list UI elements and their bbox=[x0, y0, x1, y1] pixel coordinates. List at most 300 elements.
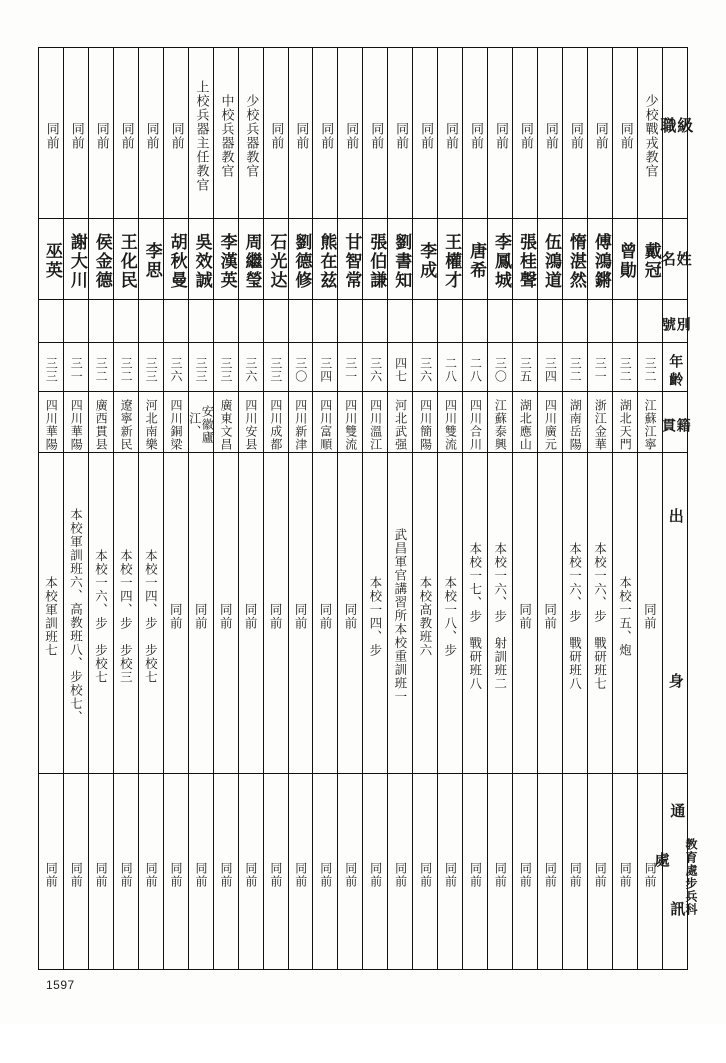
communication-text: 同前 bbox=[518, 861, 533, 888]
cell-name bbox=[513, 219, 538, 300]
cell-education bbox=[63, 453, 88, 774]
communication-text: 同前 bbox=[218, 861, 233, 888]
cell-education bbox=[488, 453, 513, 774]
education-text: 本校一六、步 戰研班七 bbox=[592, 541, 608, 691]
communication-text: 同前 bbox=[293, 861, 308, 888]
age-text: 三〇 bbox=[493, 357, 508, 383]
cell-age bbox=[39, 343, 64, 392]
row-rank bbox=[39, 48, 688, 219]
origin-text: 四川廣元 bbox=[543, 398, 558, 451]
age-text: 三一 bbox=[593, 357, 608, 383]
cell-age bbox=[438, 343, 463, 392]
cell-communication bbox=[563, 774, 588, 970]
column-header-origin-text: 籍 貫 bbox=[659, 418, 691, 454]
cell-name bbox=[363, 219, 388, 300]
cell-rank bbox=[488, 48, 513, 219]
cell-name bbox=[438, 219, 463, 300]
origin-text: 四川雙流 bbox=[443, 398, 458, 451]
age-text: 三二 bbox=[618, 357, 633, 383]
cell-education bbox=[538, 453, 563, 774]
rank-text: 同前 bbox=[617, 122, 633, 150]
column-header-name bbox=[658, 219, 693, 305]
column-header-communication bbox=[652, 774, 698, 999]
cell-alias bbox=[63, 300, 88, 343]
column-header-rank-text: 級 職 bbox=[657, 117, 694, 243]
cell-age bbox=[188, 343, 213, 392]
origin-text: 湖北應山 bbox=[518, 398, 533, 451]
cell-education bbox=[587, 453, 612, 774]
age-text: 三二 bbox=[643, 357, 658, 383]
cell-rank bbox=[238, 48, 263, 219]
cell-communication bbox=[363, 774, 388, 970]
education-text: 本校高教班六 bbox=[417, 575, 433, 657]
rank-text: 同前 bbox=[517, 122, 533, 150]
cell-age bbox=[587, 343, 612, 392]
education-text: 同前 bbox=[293, 602, 309, 630]
cell-alias bbox=[163, 300, 188, 343]
cell-alias bbox=[39, 300, 64, 343]
age-text: 三一 bbox=[343, 357, 358, 383]
cell-communication bbox=[313, 774, 338, 970]
cell-origin bbox=[263, 392, 288, 453]
name-text: 李成 bbox=[416, 242, 437, 280]
column-header-communication-sub: 教育處步兵科 bbox=[683, 837, 698, 916]
name-text: 李鳳城 bbox=[491, 232, 512, 290]
origin-text: 廣西貫县 bbox=[94, 398, 109, 451]
rank-text: 同前 bbox=[293, 122, 309, 150]
origin-text: 湖北天門 bbox=[618, 398, 633, 451]
cell-communication bbox=[63, 774, 88, 970]
cell-communication bbox=[463, 774, 488, 970]
column-header-education bbox=[662, 453, 687, 774]
cell-alias bbox=[488, 300, 513, 343]
cell-age bbox=[513, 343, 538, 392]
rank-text: 少校戰戎教官 bbox=[642, 94, 658, 178]
age-text: 二八 bbox=[468, 357, 483, 383]
cell-alias bbox=[238, 300, 263, 343]
origin-text: 四川簡陽 bbox=[418, 398, 433, 451]
rank-text: 同前 bbox=[393, 122, 409, 150]
origin-text: 四川溫江 bbox=[368, 398, 383, 451]
origin-text: 四川富順 bbox=[318, 398, 333, 451]
cell-rank bbox=[413, 48, 438, 219]
name-text: 劉德修 bbox=[291, 232, 312, 290]
column-header-education-text: 出 身 bbox=[666, 508, 685, 728]
cell-communication bbox=[612, 774, 637, 970]
cell-education bbox=[263, 453, 288, 774]
cell-alias bbox=[113, 300, 138, 343]
cell-communication bbox=[263, 774, 288, 970]
rank-text: 同前 bbox=[542, 122, 558, 150]
cell-origin bbox=[163, 392, 188, 453]
name-text: 謝大川 bbox=[66, 232, 87, 290]
cell-name bbox=[188, 219, 213, 300]
cell-communication bbox=[213, 774, 238, 970]
cell-alias bbox=[563, 300, 588, 343]
cell-origin bbox=[388, 392, 413, 453]
cell-rank bbox=[538, 48, 563, 219]
cell-communication bbox=[39, 774, 64, 970]
age-text: 三六 bbox=[169, 357, 184, 383]
age-text: 三四 bbox=[318, 357, 333, 383]
education-text: 本校一五、炮 bbox=[617, 575, 633, 657]
cell-name bbox=[288, 219, 313, 300]
cell-rank bbox=[213, 48, 238, 219]
column-header-age bbox=[662, 343, 687, 392]
cell-education bbox=[513, 453, 538, 774]
name-text: 李漢英 bbox=[216, 232, 237, 290]
cell-rank bbox=[138, 48, 163, 219]
education-text: 同前 bbox=[642, 602, 658, 630]
cell-education bbox=[338, 453, 363, 774]
cell-name bbox=[263, 219, 288, 300]
cell-rank bbox=[513, 48, 538, 219]
name-text: 王權才 bbox=[441, 232, 462, 290]
cell-education bbox=[238, 453, 263, 774]
rank-text: 同前 bbox=[468, 122, 483, 150]
age-text: 三三 bbox=[268, 357, 283, 383]
cell-name bbox=[538, 219, 563, 300]
age-text: 三二 bbox=[568, 357, 583, 383]
column-header-rank bbox=[657, 48, 694, 243]
communication-text: 同前 bbox=[69, 861, 84, 888]
cell-alias bbox=[363, 300, 388, 343]
cell-origin bbox=[438, 392, 463, 453]
age-text: 三六 bbox=[368, 357, 383, 383]
origin-text: 四川華陽 bbox=[44, 398, 59, 451]
communication-text: 同前 bbox=[368, 861, 383, 888]
cell-rank bbox=[563, 48, 588, 219]
name-text: 甘智常 bbox=[341, 232, 362, 290]
cell-age bbox=[338, 343, 363, 392]
cell-origin bbox=[39, 392, 64, 453]
cell-name bbox=[338, 219, 363, 300]
cell-origin bbox=[513, 392, 538, 453]
cell-alias bbox=[288, 300, 313, 343]
communication-text: 同前 bbox=[468, 861, 483, 888]
age-text: 二八 bbox=[443, 357, 458, 383]
education-text: 本校一六、步 步校七 bbox=[93, 548, 109, 684]
cell-origin bbox=[612, 392, 637, 453]
cell-rank bbox=[338, 48, 363, 219]
cell-name bbox=[39, 219, 64, 300]
name-text: 傅鴻鏘 bbox=[590, 232, 611, 290]
cell-age bbox=[63, 343, 88, 392]
column-header-origin bbox=[659, 392, 691, 454]
cell-education bbox=[288, 453, 313, 774]
communication-text: 同前 bbox=[119, 861, 134, 888]
education-text: 同前 bbox=[268, 602, 284, 630]
cell-name bbox=[313, 219, 338, 300]
cell-age bbox=[488, 343, 513, 392]
education-text: 本校一七、步 戰研班八 bbox=[467, 541, 483, 691]
communication-text: 同前 bbox=[268, 861, 283, 888]
cell-origin bbox=[637, 392, 662, 453]
cell-alias bbox=[313, 300, 338, 343]
cell-rank bbox=[163, 48, 188, 219]
cell-education bbox=[637, 453, 662, 774]
name-text: 吳效誠 bbox=[191, 232, 212, 290]
cell-communication bbox=[88, 774, 113, 970]
cell-alias bbox=[463, 300, 488, 343]
age-text: 三五 bbox=[518, 357, 533, 383]
cell-communication bbox=[488, 774, 513, 970]
cell-name bbox=[88, 219, 113, 300]
rank-text: 同前 bbox=[343, 122, 359, 150]
column-header-name-text: 姓 名 bbox=[658, 250, 693, 305]
cell-origin bbox=[338, 392, 363, 453]
cell-age bbox=[563, 343, 588, 392]
cell-alias bbox=[188, 300, 213, 343]
cell-name bbox=[163, 219, 188, 300]
communication-text: 同前 bbox=[144, 861, 159, 888]
age-text: 三三 bbox=[144, 357, 159, 383]
cell-origin bbox=[563, 392, 588, 453]
name-text: 巫英 bbox=[41, 242, 62, 280]
cell-origin bbox=[113, 392, 138, 453]
communication-text: 同前 bbox=[393, 861, 408, 888]
origin-text: 四川華陽 bbox=[69, 398, 84, 451]
cell-rank bbox=[463, 48, 488, 219]
cell-alias bbox=[138, 300, 163, 343]
cell-age bbox=[263, 343, 288, 392]
rank-text: 同前 bbox=[368, 122, 384, 150]
name-text: 伍鴻道 bbox=[540, 232, 561, 290]
origin-text: 四川安县 bbox=[243, 398, 258, 451]
communication-text: 同前 bbox=[568, 861, 583, 888]
rank-text: 同前 bbox=[592, 122, 608, 150]
cell-name bbox=[63, 219, 88, 300]
column-header-alias-text: 別號 bbox=[659, 317, 691, 335]
row-origin bbox=[39, 392, 688, 453]
cell-origin bbox=[488, 392, 513, 453]
origin-text: 河北武强 bbox=[393, 398, 408, 451]
education-text: 同前 bbox=[517, 602, 533, 630]
education-text: 同前 bbox=[342, 602, 358, 630]
cell-education bbox=[438, 453, 463, 774]
cell-education bbox=[313, 453, 338, 774]
cell-age bbox=[138, 343, 163, 392]
cell-rank bbox=[113, 48, 138, 219]
cell-name bbox=[113, 219, 138, 300]
education-text: 同前 bbox=[193, 602, 209, 630]
cell-alias bbox=[538, 300, 563, 343]
name-text: 張桂聲 bbox=[516, 232, 536, 290]
row-alias bbox=[39, 300, 688, 343]
cell-name bbox=[463, 219, 488, 300]
cell-origin bbox=[538, 392, 563, 453]
cell-origin bbox=[587, 392, 612, 453]
cell-alias bbox=[637, 300, 662, 343]
column-header-communication-text: 通 訊 處 bbox=[652, 803, 687, 999]
education-text: 本校一四、步 步校七 bbox=[143, 548, 159, 684]
column-header-age-text: 年齡 bbox=[667, 354, 684, 390]
cell-education bbox=[612, 453, 637, 774]
cell-origin bbox=[138, 392, 163, 453]
cell-education bbox=[563, 453, 588, 774]
cell-name bbox=[563, 219, 588, 300]
cell-communication bbox=[138, 774, 163, 970]
name-text: 石光达 bbox=[266, 232, 287, 290]
cell-rank bbox=[288, 48, 313, 219]
cell-alias bbox=[612, 300, 637, 343]
cell-alias bbox=[438, 300, 463, 343]
age-text: 三四 bbox=[543, 357, 558, 383]
communication-text: 同前 bbox=[193, 861, 208, 888]
education-text: 本校軍訓班七 bbox=[43, 575, 59, 657]
cell-origin bbox=[288, 392, 313, 453]
education-text: 本校一六、步 射訓班二 bbox=[492, 541, 508, 691]
row-education bbox=[39, 453, 688, 774]
cell-communication bbox=[188, 774, 213, 970]
origin-text: 四川銅梁 bbox=[169, 398, 184, 451]
origin-text: 四川合川 bbox=[468, 398, 483, 451]
origin-text: 四川新津 bbox=[293, 398, 308, 451]
cell-rank bbox=[63, 48, 88, 219]
origin-text: 浙江金華 bbox=[593, 398, 608, 451]
cell-age bbox=[113, 343, 138, 392]
cell-alias bbox=[388, 300, 413, 343]
cell-education bbox=[113, 453, 138, 774]
education-text: 同前 bbox=[168, 602, 184, 630]
cell-age bbox=[463, 343, 488, 392]
cell-age bbox=[538, 343, 563, 392]
name-text: 戴冠 bbox=[640, 242, 661, 280]
cell-origin bbox=[363, 392, 388, 453]
cell-alias bbox=[213, 300, 238, 343]
cell-alias bbox=[413, 300, 438, 343]
age-text: 三三 bbox=[218, 357, 233, 383]
name-text: 劉書知 bbox=[391, 232, 412, 290]
cell-communication bbox=[288, 774, 313, 970]
age-text: 三三 bbox=[44, 357, 59, 383]
origin-text: 河北南樂 bbox=[144, 398, 159, 451]
education-text: 本校一八、步 bbox=[442, 575, 458, 657]
origin-text: 廣東文昌 bbox=[218, 398, 233, 451]
cell-education bbox=[39, 453, 64, 774]
name-text: 唐希 bbox=[466, 242, 487, 280]
cell-age bbox=[637, 343, 662, 392]
row-communication bbox=[39, 774, 688, 970]
education-text: 本校一四、步 步校三 bbox=[118, 548, 134, 684]
column-header-alias bbox=[659, 300, 691, 343]
cell-rank bbox=[313, 48, 338, 219]
rank-text: 上校兵器主任教官 bbox=[193, 80, 209, 192]
cell-rank bbox=[188, 48, 213, 219]
cell-age bbox=[612, 343, 637, 392]
age-text: 四七 bbox=[393, 357, 408, 383]
row-name bbox=[39, 219, 688, 300]
cell-age bbox=[163, 343, 188, 392]
name-text: 曾勛 bbox=[615, 242, 636, 280]
rank-text: 同前 bbox=[418, 122, 434, 150]
rank-text: 同前 bbox=[567, 122, 583, 150]
cell-name bbox=[213, 219, 238, 300]
page-number: 1597 bbox=[46, 978, 75, 992]
rank-text: 同前 bbox=[492, 122, 508, 150]
communication-text: 同前 bbox=[543, 861, 558, 888]
origin-text: 湖南岳陽 bbox=[568, 398, 583, 451]
origin-text: 四川雙流 bbox=[343, 398, 358, 451]
cell-age bbox=[288, 343, 313, 392]
education-text: 同前 bbox=[243, 602, 259, 630]
cell-communication bbox=[163, 774, 188, 970]
cell-rank bbox=[39, 48, 64, 219]
name-text: 李思 bbox=[141, 242, 162, 280]
age-text: 三六 bbox=[243, 357, 258, 383]
cell-rank bbox=[88, 48, 113, 219]
cell-alias bbox=[88, 300, 113, 343]
cell-education bbox=[463, 453, 488, 774]
cell-education bbox=[363, 453, 388, 774]
rank-text: 同前 bbox=[143, 122, 159, 150]
cell-age bbox=[238, 343, 263, 392]
origin-text: 江蘇江寧 bbox=[643, 398, 658, 451]
age-text: 三〇 bbox=[293, 357, 308, 383]
cell-education bbox=[138, 453, 163, 774]
communication-text: 同前 bbox=[318, 861, 333, 888]
name-text: 周繼瑩 bbox=[241, 232, 262, 290]
cell-alias bbox=[263, 300, 288, 343]
cell-communication bbox=[513, 774, 538, 970]
education-text: 本校軍訓班六、高教班八、步校七、 bbox=[68, 508, 84, 724]
cell-name bbox=[238, 219, 263, 300]
communication-text: 同前 bbox=[94, 861, 109, 888]
cell-age bbox=[363, 343, 388, 392]
age-text: 三一 bbox=[69, 357, 84, 383]
cell-rank bbox=[388, 48, 413, 219]
cell-rank bbox=[263, 48, 288, 219]
education-text: 同前 bbox=[542, 602, 558, 630]
cell-origin bbox=[88, 392, 113, 453]
cell-rank bbox=[587, 48, 612, 219]
name-text: 熊在兹 bbox=[316, 232, 337, 290]
origin-text: 安徽廬江、 bbox=[187, 405, 215, 444]
cell-age bbox=[213, 343, 238, 392]
communication-text: 同前 bbox=[418, 861, 433, 888]
cell-communication bbox=[587, 774, 612, 970]
cell-origin bbox=[463, 392, 488, 453]
rank-text: 同前 bbox=[43, 122, 59, 150]
rank-text: 同前 bbox=[118, 122, 134, 150]
cell-education bbox=[413, 453, 438, 774]
name-text: 張伯謙 bbox=[366, 232, 387, 290]
cell-rank bbox=[612, 48, 637, 219]
name-text: 惰湛然 bbox=[565, 232, 586, 290]
cell-name bbox=[587, 219, 612, 300]
communication-text: 同前 bbox=[618, 861, 633, 888]
origin-text: 江蘇泰興 bbox=[493, 398, 508, 451]
rank-text: 同前 bbox=[318, 122, 334, 150]
cell-age bbox=[88, 343, 113, 392]
cell-origin bbox=[313, 392, 338, 453]
rank-text: 少校兵器教官 bbox=[243, 94, 259, 178]
communication-text: 同前 bbox=[243, 861, 258, 888]
cell-rank bbox=[438, 48, 463, 219]
age-text: 三六 bbox=[418, 357, 433, 383]
cell-name bbox=[138, 219, 163, 300]
cell-age bbox=[413, 343, 438, 392]
education-text: 武昌軍官講習所本校重訓班一 bbox=[392, 528, 408, 704]
cell-name bbox=[612, 219, 637, 300]
communication-text: 同前 bbox=[343, 861, 358, 888]
cell-origin bbox=[63, 392, 88, 453]
origin-text: 四川成都 bbox=[268, 398, 283, 451]
cell-alias bbox=[587, 300, 612, 343]
cell-alias bbox=[513, 300, 538, 343]
rank-text: 同前 bbox=[268, 122, 284, 150]
cell-communication bbox=[413, 774, 438, 970]
